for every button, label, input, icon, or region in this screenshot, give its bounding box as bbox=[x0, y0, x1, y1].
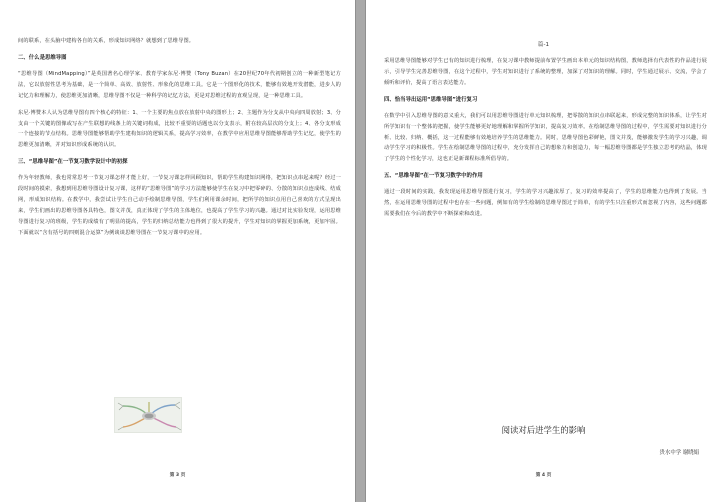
section-heading: 五、“思维导图”在一节复习数学中的作用 bbox=[384, 173, 483, 180]
section-heading: 三、“思维导图”在一节复习数学设计中的初探 bbox=[18, 159, 128, 166]
article-title: 阅读对后进学生的影响 bbox=[501, 425, 586, 435]
paragraph: “思维导图（MindMapping）”是英国著名心理学家、教育学家东尼·博赞（Tony Buzan）在20世纪70年代初期创立的一种新型笔记方法，它以放射性思考为基础，是一个简单、高效、放射性、形象化的思维工具。它是一个图形化的技术，能够有效地开发潜能，进步人的记忆力和理解力，使思维更加清晰，思维导图不仅是一种科学的记忆方法，更是对思维过程的直观呈现，是一种思维工具。 bbox=[18, 70, 341, 99]
page-left-body bbox=[18, 36, 341, 245]
page-number: 第 4 页 bbox=[535, 473, 552, 478]
page-header-mark: 篇-1 bbox=[537, 42, 550, 48]
page-number: 第 3 页 bbox=[169, 473, 186, 478]
paragraph: 通过一段时间的实践，我发现运用思维导图进行复习，学生的学习兴趣浓厚了，复习的效率提高了，学生的思维能力也得到了发展。当然，在运用思维导图的过程中也存在一些问题，例如有的学生绘制的思维导图过于简单，有的学生只注重形式而忽视了内容，这些问题都需要我们在今后的教学中不断探索和改进。 bbox=[384, 189, 707, 218]
paragraph: 东尼·博赞本人认为思维导图有四个核心的特征：1、一个主要的焦点放在放射中央的图形上；2、主题作为分支从中央向四周放射；3、分支由一个关键的图像或写在产生联想的线条上的关键词构成，比较不重要的话题也以分支表示，附在较高层次的分支上；4、各分支形成一个连接的节点结构。思维导图能够帮助学生建构知识的逻辑关系，提高学习效率，在教学中应用思维导图能够帮助学生记忆，使学生的思维更加清晰，并对知识形成系统的认识。 bbox=[18, 109, 341, 149]
section-heading: 二、什么是思维导图 bbox=[18, 54, 67, 61]
mind-map-image bbox=[114, 397, 182, 433]
paragraph: 在数学中引入思维导图的意义重大，我们可以用思维导图进行单元知识梳理，把零散的知识点串联起来，形成完整的知识体系，让学生对所学知识有一个整体的把握，使学生能够更好地理解和掌握所学知识，提高复习效率。在绘制思维导图的过程中，学生需要对知识进行分析、比较、归纳、概括，这一过程能够有效地培养学生的思维能力。同时，思维导图色彩鲜艳，图文并茂，能够激发学生的学习兴趣，调动学生学习的积极性。学生在绘制思维导图的过程中，充分发挥自己的想象力和创造力，每一幅思维导图都是学生独立思考的结晶，体现了学生的个性化学习，这也正是新课程标准所倡导的。 bbox=[384, 112, 707, 163]
section-heading: 四、恰当导出运用“思维导图”进行复习 bbox=[384, 96, 478, 103]
paragraph: 采用思维导图能够对学生已有的知识进行梳理，在复习课中教师提前布置学生画出本单元的知识结构图，教师选择有代表性的作品进行展示，引导学生完善思维导图，在这个过程中，学生对知识进行了系统的整理，加深了对知识的理解。同时，学生通过展示、交流，学会了倾听和评价，提高了语言表达能力。 bbox=[384, 58, 707, 86]
paragraph: 作为年轻教师，我也常常思考一节复习课怎样才能上好，一节复习课怎样回顾知识，帮助学生构建知识网络，把知识点串起来呢？经过一段时间的摸索，我想到用思维导图设计复习课，这样的“思维导图”的学习方法能够使学生在复习中把零碎的、分散的知识点连成线、结成网，形成知识结构。在教学中，我尝试让学生自己动手绘制思维导图，学生们利用课余时间，把所学的知识点用自己喜欢的方式呈现出来，学生们画出的思维导图各具特色，图文并茂，真正体现了学生的主体地位，也提高了学生学习的兴趣。通过对比实验发现，运用思维导图进行复习的班级，学生的成绩有了明显的提高，学生的归纳总结能力也得到了很大的提升，学生对知识的掌握更加系统，更加牢固。下面就以“含有括号的四则混合运算”为例谈谈思维导图在一节复习课中的应用。 bbox=[18, 175, 341, 236]
document-page-left bbox=[0, 0, 356, 502]
author-line: 贵水中学 谢晓娟 bbox=[659, 450, 699, 456]
paragraph: 间的联系，在头脑中建构各自的关系，形成知识网络？就想到了思维导图。 bbox=[18, 38, 195, 44]
page-right-body bbox=[384, 56, 707, 226]
document-page-right bbox=[365, 0, 721, 502]
mind-map-illustration bbox=[115, 398, 183, 434]
